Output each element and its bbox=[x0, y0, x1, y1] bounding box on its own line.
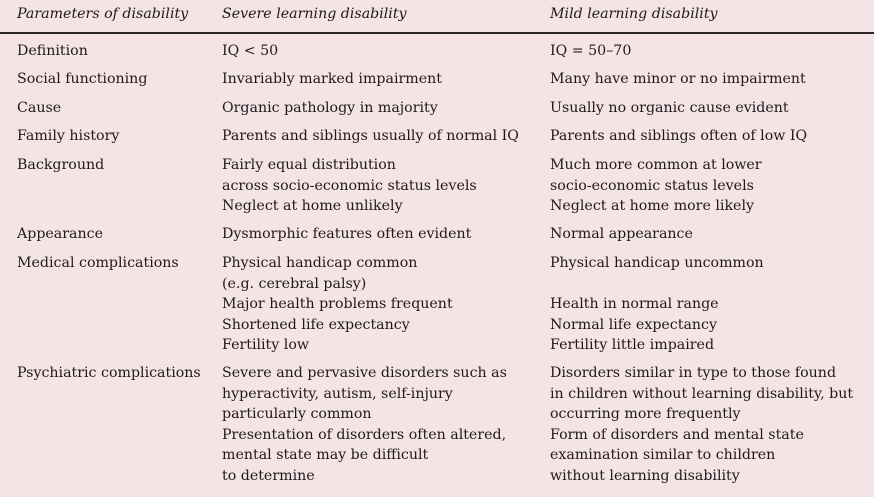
cell-line: IQ = 50–70 bbox=[550, 43, 632, 59]
header-parameters: Parameters of disability bbox=[17, 6, 189, 22]
cell-line: Cause bbox=[17, 100, 62, 116]
cell-line: Physical handicap uncommon bbox=[550, 255, 764, 271]
cell-line: socio-economic status levels bbox=[550, 177, 754, 194]
cell-line: examination similar to children bbox=[550, 447, 776, 463]
header-mild: Mild learning disability bbox=[550, 6, 718, 22]
cell-line: Definition bbox=[17, 43, 88, 59]
cell-severe bbox=[222, 253, 453, 356]
cell-line: Appearance bbox=[17, 226, 103, 242]
cell-line: Fertility little impaired bbox=[550, 337, 715, 353]
cell-line: without learning disability bbox=[550, 467, 740, 484]
cell-mild bbox=[550, 253, 764, 356]
cell-mild bbox=[550, 98, 789, 119]
cell-severe bbox=[222, 41, 278, 62]
cell-line: Dysmorphic features often evident bbox=[222, 226, 472, 242]
cell-line: Many have minor or no impairment bbox=[550, 71, 806, 87]
cell-line: Social functioning bbox=[17, 71, 148, 87]
cell-line: Severe and pervasive disorders such as bbox=[222, 365, 507, 381]
cell-line: particularly common bbox=[222, 406, 372, 422]
cell-line bbox=[550, 274, 764, 295]
cell-mild bbox=[550, 155, 762, 217]
cell-parameter bbox=[17, 41, 88, 62]
cell-line: across socio-economic status levels bbox=[222, 177, 477, 194]
cell-line: Organic pathology in majority bbox=[222, 100, 438, 116]
cell-line: Fertility low bbox=[222, 337, 310, 353]
cell-line: Form of disorders and mental state bbox=[550, 426, 804, 443]
cell-severe bbox=[222, 126, 519, 147]
cell-line: to determine bbox=[222, 467, 315, 484]
cell-line: Parents and siblings usually of normal IQ bbox=[222, 128, 519, 144]
cell-line: Presentation of disorders often altered, bbox=[222, 426, 507, 443]
cell-line: Normal appearance bbox=[550, 226, 693, 242]
cell-mild bbox=[550, 224, 693, 245]
cell-severe bbox=[222, 224, 471, 245]
cell-line: Health in normal range bbox=[550, 296, 719, 312]
cell-line: Neglect at home unlikely bbox=[222, 198, 403, 214]
cell-line: Much more common at lower bbox=[550, 157, 762, 173]
header-severe: Severe learning disability bbox=[222, 6, 407, 22]
cell-line: mental state may be difficult bbox=[222, 447, 429, 463]
cell-severe bbox=[222, 155, 477, 217]
cell-line: Neglect at home more likely bbox=[550, 198, 754, 214]
cell-parameter bbox=[17, 155, 104, 176]
cell-line: Background bbox=[17, 157, 105, 173]
cell-line: IQ < 50 bbox=[222, 43, 279, 59]
cell-severe bbox=[222, 98, 438, 119]
cell-line: in children without learning disability, but bbox=[550, 385, 854, 402]
cell-line: Parents and siblings often of low IQ bbox=[550, 128, 808, 144]
cell-line: Disorders similar in type to those found bbox=[550, 365, 837, 381]
cell-severe bbox=[222, 363, 507, 486]
cell-line: Fairly equal distribution bbox=[222, 157, 396, 173]
cell-line: Major health problems frequent bbox=[222, 296, 453, 312]
cell-line: Shortened life expectancy bbox=[222, 316, 410, 333]
cell-line: Usually no organic cause evident bbox=[550, 100, 789, 116]
cell-mild bbox=[550, 69, 806, 90]
cell-line: Physical handicap common bbox=[222, 255, 418, 271]
cell-line: Invariably marked impairment bbox=[222, 71, 442, 87]
cell-line: Family history bbox=[17, 128, 120, 144]
cell-line: hyperactivity, autism, self-injury bbox=[222, 385, 453, 402]
cell-line: Medical complications bbox=[17, 255, 179, 271]
cell-mild bbox=[550, 126, 807, 147]
cell-severe bbox=[222, 69, 442, 90]
cell-parameter bbox=[17, 363, 201, 384]
cell-line: occurring more frequently bbox=[550, 406, 741, 422]
cell-parameter bbox=[17, 253, 179, 274]
cell-mild bbox=[550, 363, 853, 486]
cell-parameter bbox=[17, 98, 61, 119]
cell-parameter bbox=[17, 126, 119, 147]
table-header bbox=[0, 0, 874, 34]
cell-mild bbox=[550, 41, 631, 62]
cell-parameter bbox=[17, 224, 103, 245]
cell-line: Normal life expectancy bbox=[550, 316, 718, 333]
cell-line: Psychiatric complications bbox=[17, 365, 201, 381]
cell-line: (e.g. cerebral palsy) bbox=[222, 275, 367, 292]
cell-parameter bbox=[17, 69, 147, 90]
